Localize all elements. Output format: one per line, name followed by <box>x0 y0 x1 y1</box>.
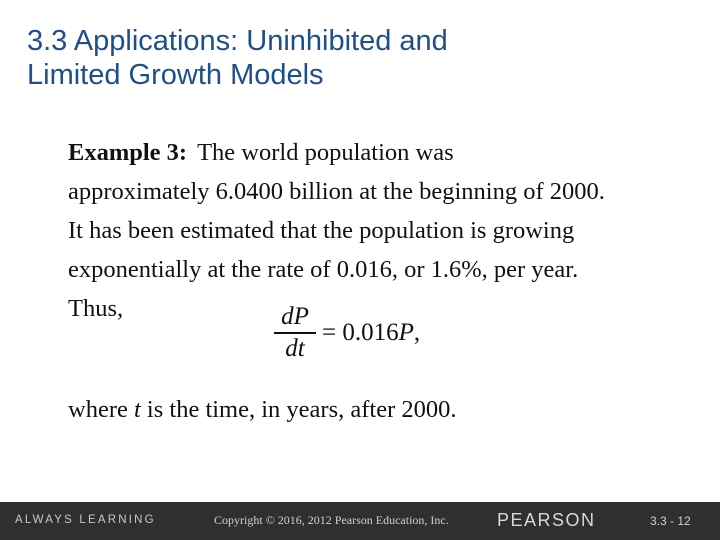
title-line-2: Limited Growth Models <box>27 59 324 91</box>
formula-comma: , <box>413 318 421 346</box>
closing-suffix: is the time, in years, after 2000. <box>140 396 457 423</box>
body-line-1 <box>68 133 708 172</box>
closing-prefix: where <box>68 396 134 423</box>
body-line-1-text: The world population was <box>197 139 454 166</box>
body-line-4: exponentially at the rate of 0.016, or 1.6%, per year. <box>68 256 579 283</box>
slide-number: 3.3 - 12 <box>650 514 691 528</box>
footer-copyright: Copyright © 2016, 2012 Pearson Education, Inc. <box>214 513 449 527</box>
fraction-numerator: dP <box>281 303 309 330</box>
body-line-2: approximately 6.0400 billion at the beginning of 2000. <box>68 178 605 205</box>
footer-tagline: ALWAYS LEARNING <box>15 514 156 526</box>
example-body <box>68 133 708 328</box>
differential-equation <box>274 302 420 364</box>
derivative-fraction <box>274 302 316 364</box>
closing-sentence <box>68 392 708 428</box>
formula-equals: = 0.016 <box>322 318 399 346</box>
fraction-denominator: dt <box>285 334 305 362</box>
example-label: Example 3: <box>68 139 188 166</box>
footer-bar <box>0 502 720 540</box>
formula-right-side <box>322 319 420 347</box>
formula-variable: P <box>398 318 414 346</box>
pearson-logo: PEARSON <box>497 510 596 530</box>
body-line-5: Thus, <box>68 295 124 322</box>
title-line-1: 3.3 Applications: Uninhibited and <box>27 25 448 57</box>
slide-title <box>27 24 687 92</box>
body-line-3: It has been estimated that the population is growing <box>68 217 575 244</box>
closing-variable: t <box>133 396 141 423</box>
